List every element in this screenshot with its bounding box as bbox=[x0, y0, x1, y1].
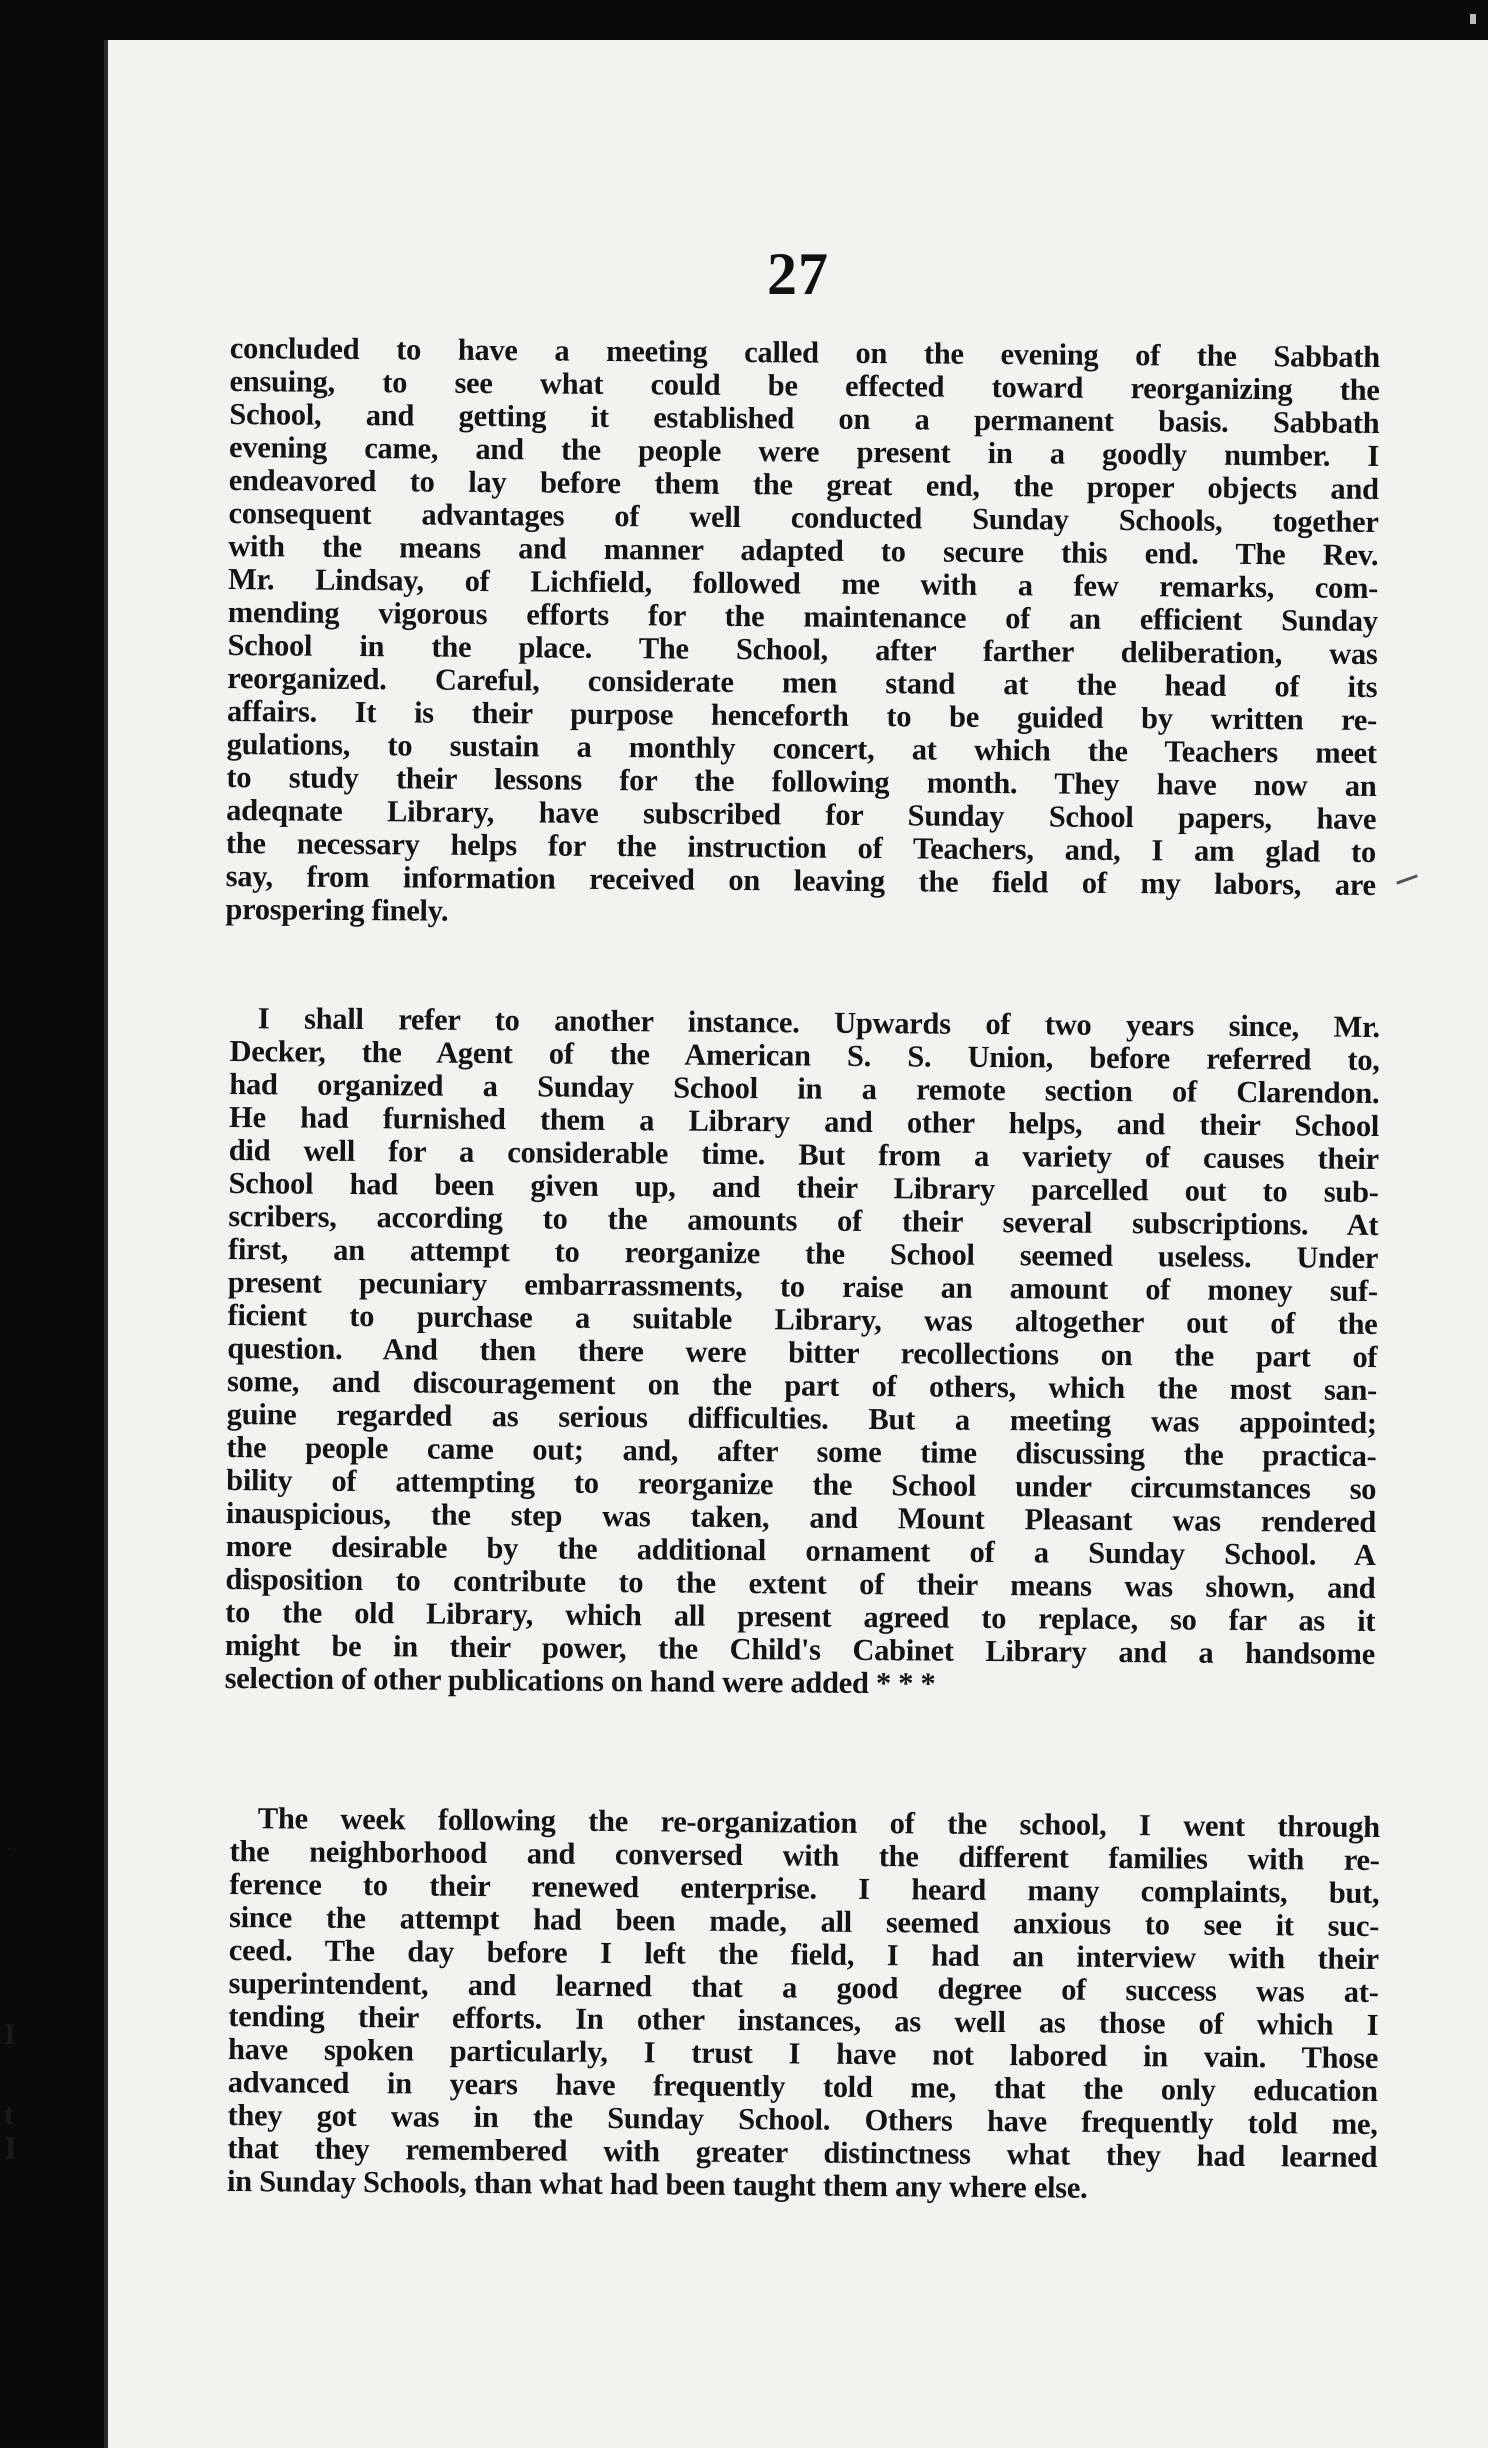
text-line: ceed. The day before I left the field, I had an interview with their bbox=[228, 1932, 1379, 1977]
text-line: question. And then there were bitter recollections on the part of bbox=[227, 1330, 1378, 1375]
text-line: endeavored to lay before them the great end, the proper objects and bbox=[228, 462, 1379, 507]
text-line: School, and getting it established on a permanent basis. Sabbath bbox=[229, 396, 1380, 441]
text-line: did well for a considerable time. But from a variety of causes their bbox=[228, 1132, 1379, 1177]
text-line: that they remembered with greater distinctness what they had learned bbox=[227, 2130, 1378, 2175]
text-line: consequent advantages of well conducted Sunday Schools, together bbox=[228, 495, 1379, 540]
text-line: they got was in the Sunday School. Others have frequently told me, bbox=[227, 2097, 1378, 2142]
text-line: I shall refer to another instance. Upwards of two years since, Mr. bbox=[257, 1001, 1380, 1045]
text-line: the people came out; and, after some time discussing the practica- bbox=[226, 1429, 1377, 1474]
corner-speck bbox=[1470, 14, 1476, 24]
text-line: affairs. It is their purpose henceforth to be guided by written re- bbox=[226, 693, 1378, 738]
text-line: inauspicious, the step was taken, and Mount Pleasant was rendered bbox=[225, 1495, 1377, 1540]
text-line: ficient to purchase a suitable Library, was altogether out of the bbox=[227, 1297, 1378, 1342]
text-line: He had furnished them a Library and other helps, and their School bbox=[228, 1099, 1380, 1144]
paragraph-2 bbox=[225, 1002, 1380, 1704]
text-line: superintendent, and learned that a good degree of success was at- bbox=[228, 1965, 1379, 2010]
text-line: The week following the re-organization of the school, I went through bbox=[257, 1801, 1380, 1845]
text-line: in Sunday Schools, than what had been taught them any where else. bbox=[226, 2163, 1088, 2205]
text-line: concluded to have a meeting called on the evening of the Sabbath bbox=[229, 331, 1380, 375]
margin-pencil-mark bbox=[1396, 874, 1418, 884]
text-line: ference to their renewed enterprise. I heard many complaints, but, bbox=[229, 1866, 1380, 1911]
text-line: bility of attempting to reorganize the School under circumstances so bbox=[226, 1462, 1377, 1507]
text-line: School had been given up, and their Library parcelled out to sub- bbox=[228, 1165, 1379, 1210]
text-line: present pecuniary embarrassments, to raise an amount of money suf- bbox=[227, 1264, 1378, 1309]
text-line: disposition to contribute to the extent of their means was shown, and bbox=[225, 1561, 1376, 1606]
margin-mark-2: t bbox=[4, 2098, 14, 2131]
margin-mark-dot: · bbox=[6, 1842, 11, 1857]
text-line: gulations, to sustain a monthly concert, at which the Teachers meet bbox=[226, 726, 1377, 771]
text-line: say, from information received on leaving the field of my labors, are bbox=[225, 858, 1376, 903]
text-line: evening came, and the people were present in a goodly number. I bbox=[228, 429, 1380, 474]
text-line: with the means and manner adapted to secure this end. The Rev. bbox=[228, 528, 1379, 573]
book-page bbox=[104, 40, 1488, 2448]
text-line: to study their lessons for the following month. They have now an bbox=[226, 759, 1377, 804]
page-number: 27 bbox=[767, 241, 829, 307]
text-line: guine regarded as serious difficulties. But a meeting was appointed; bbox=[226, 1396, 1377, 1441]
text-line: advanced in years have frequently told me, that the only education bbox=[227, 2064, 1378, 2109]
text-line: since the attempt had been made, all seemed anxious to see it suc- bbox=[228, 1899, 1380, 1944]
text-line: to the old Library, which all present agreed to replace, so far as it bbox=[225, 1594, 1376, 1639]
text-line: selection of other publications on hand were added * * * bbox=[224, 1660, 936, 1701]
text-line: more desirable by the additional ornament of a Sunday School. A bbox=[225, 1528, 1376, 1573]
margin-mark-1: I bbox=[4, 2018, 16, 2051]
text-line: prospering finely. bbox=[225, 891, 449, 928]
text-line: adeqnate Library, have subscribed for Sunday School papers, have bbox=[226, 792, 1377, 837]
text-line: have spoken particularly, I trust I have not labored in vain. Those bbox=[227, 2031, 1379, 2076]
text-line: the necessary helps for the instruction of Teachers, and, I am glad to bbox=[225, 825, 1377, 870]
text-line: first, an attempt to reorganize the School seemed useless. Under bbox=[227, 1231, 1379, 1276]
paragraph-1 bbox=[225, 332, 1380, 935]
text-line: tending their efforts. In other instances, as well as those of which I bbox=[228, 1998, 1379, 2043]
text-line: scribers, according to the amounts of their several subscriptions. At bbox=[228, 1198, 1379, 1243]
text-line: Mr. Lindsay, of Lichfield, followed me with a few remarks, com- bbox=[227, 561, 1379, 606]
text-line: the neighborhood and conversed with the different families with re- bbox=[229, 1833, 1380, 1878]
margin-mark-3: I bbox=[4, 2130, 18, 2167]
text-line: reorganized. Careful, considerate men stand at the head of its bbox=[227, 660, 1378, 705]
text-line: ensuing, to see what could be effected toward reorganizing the bbox=[229, 363, 1380, 408]
paragraph-3 bbox=[227, 1802, 1380, 2207]
text-line: some, and discouragement on the part of others, which the most san- bbox=[226, 1363, 1378, 1408]
text-line: might be in their power, the Child's Cabinet Library and a handsome bbox=[224, 1627, 1376, 1672]
text-line: had organized a Sunday School in a remote section of Clarendon. bbox=[229, 1066, 1380, 1111]
text-line: mending vigorous efforts for the maintenance of an efficient Sunday bbox=[227, 594, 1378, 639]
text-line: Decker, the Agent of the American S. S. Union, before referred to, bbox=[229, 1033, 1380, 1078]
text-line: School in the place. The School, after farther deliberation, was bbox=[227, 627, 1378, 672]
